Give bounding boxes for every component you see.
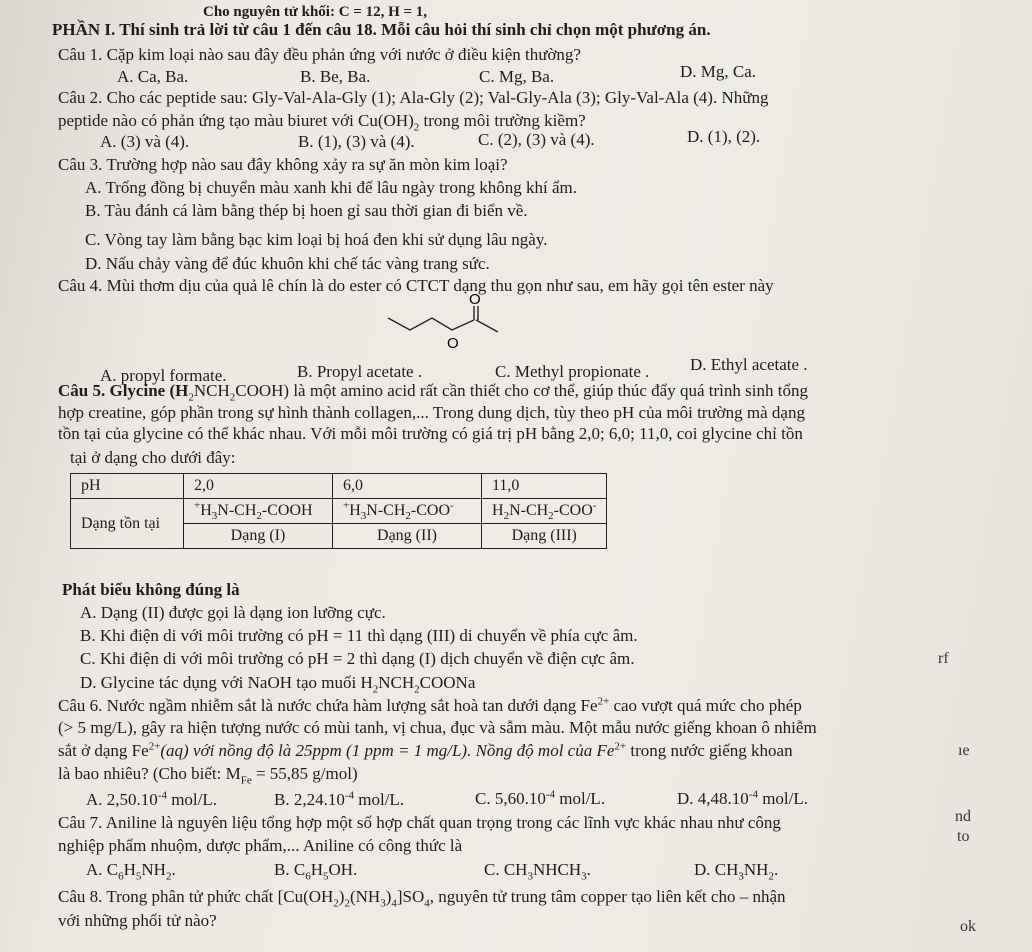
cell-form-3: $H_2N-CH_2-COO^-$ xyxy=(482,499,607,524)
q3-option-c[interactable]: C. Vòng tay làm bằng bạc kim loại bị hoá đen khi sử dụng lâu ngày. xyxy=(85,230,548,249)
question-7-line-2: nghiệp phẩm nhuộm, dược phẩm,... Aniline có công thức là xyxy=(58,836,463,855)
q4-option-c[interactable]: C. Methyl propionate . xyxy=(495,362,650,381)
cell-ph-6: 6,0 xyxy=(333,474,482,499)
q1-option-d[interactable]: D. Mg, Ca. xyxy=(680,62,757,81)
carbonyl-oxygen: O xyxy=(469,291,481,308)
question-5-line-2: hợp creatine, góp phần trong sự hình thành collagen,... Trong dung dịch, tùy theo pH của môi trường mà dạng xyxy=(58,403,805,422)
q1-option-a[interactable]: A. Ca, Ba. xyxy=(117,67,189,86)
q7-option-b[interactable]: B. $C_6H_5OH$. xyxy=(274,860,358,883)
cell-dang-3: Dạng (III) xyxy=(482,524,607,549)
ester-skeleton-bonds xyxy=(388,318,474,330)
table-row-ph xyxy=(71,474,607,499)
q2-option-b[interactable]: B. (1), (3) và (4). xyxy=(298,132,415,151)
q3-option-b[interactable]: B. Tàu đánh cá làm bằng thép bị hoen gỉ sau thời gian đi biển về. xyxy=(85,201,528,220)
q3-option-a[interactable]: A. Trống đồng bị chuyển màu xanh khi để lâu ngày trong không khí ẩm. xyxy=(85,178,578,197)
q5-option-b[interactable]: B. Khi điện di với môi trường có pH = 11 thì dạng (III) di chuyển về phía cực âm. xyxy=(80,626,638,645)
question-6-line-2: (> 5 mg/L), gây ra hiện tượng nước có mùi tanh, vị chua, đục và sẫm màu. Một mẫu nước giếng khoan ô nhiễm xyxy=(58,718,817,737)
cell-ph-2: 2,0 xyxy=(184,474,333,499)
margin-fragment-5: ok xyxy=(960,918,976,935)
question-5-line-3: tồn tại của glycine có thể khác nhau. Với mỗi môi trường có giá trị pH bằng 2,0; 6,0; 11,0, coi glycine chỉ tồn xyxy=(58,424,803,443)
q7-option-c[interactable]: C. $CH_3NHCH_3$. xyxy=(484,860,591,883)
q2-option-a[interactable]: A. (3) và (4). xyxy=(100,132,190,151)
part-title: PHẦN I. Thí sinh trả lời từ câu 1 đến câu 18. Mỗi câu hỏi thí sinh chỉ chọn một phương án. xyxy=(52,20,711,39)
question-6-line-4: là bao nhiêu? (Cho biết: $M_{Fe} = 55,85$ g/mol) xyxy=(58,764,358,787)
q6-option-a[interactable]: A. $2,50.10^{-4}$ mol/L. xyxy=(86,789,218,809)
cell-form-1: $^+H_3N-CH_2$-COOH xyxy=(184,499,333,524)
cell-form-2: $^+H_3N-CH_2-COO^-$ xyxy=(333,499,482,524)
q4-option-a[interactable]: A. propyl formate. xyxy=(100,366,227,385)
question-5-line-1: Câu 5. Glycine $(H_2NCH_2COOH)$ là một amino acid rất cần thiết cho cơ thể, giúp thúc đẩy quá trình sinh tổng xyxy=(58,381,808,404)
cell-ph-11: 11,0 xyxy=(482,474,607,499)
question-2-line-2: peptide nào có phản ứng tạo màu biuret với $Cu(OH)_2$ trong môi trường kiềm? xyxy=(58,111,586,134)
glycine-forms-table xyxy=(70,473,607,549)
ester-structure xyxy=(370,290,530,354)
margin-fragment-1: rf xyxy=(938,650,949,667)
q6-option-d[interactable]: D. $4,48.10^{-4}$ mol/L. xyxy=(677,788,809,808)
q5-option-a[interactable]: A. Dạng (II) được gọi là dạng ion lưỡng cực. xyxy=(80,603,386,622)
q5-option-d[interactable]: D. Glycine tác dụng với NaOH tạo muối $H_2NCH_2COONa$ xyxy=(80,673,476,696)
q2-option-d[interactable]: D. (1), (2). xyxy=(687,127,761,146)
q5-option-c[interactable]: C. Khi điện di với môi trường có pH = 2 thì dạng (I) dịch chuyển về điện cực âm. xyxy=(80,649,635,668)
margin-fragment-4: to xyxy=(957,828,970,845)
question-8-line-2: với những phối tử nào? xyxy=(58,911,217,930)
margin-fragment-3: nd xyxy=(955,808,971,825)
q7-option-a[interactable]: A. $C_6H_5NH_2$. xyxy=(86,860,176,883)
question-1-stem: Câu 1. Cặp kim loại nào sau đây đều phản ứng với nước ở điều kiện thường? xyxy=(58,45,581,64)
q4-option-b[interactable]: B. Propyl acetate . xyxy=(297,362,423,381)
q6-option-c[interactable]: C. $5,60.10^{-4}$ mol/L. xyxy=(475,788,606,808)
question-5-line-4: tại ở dạng cho dưới đây: xyxy=(70,448,236,467)
cell-dang-2: Dạng (II) xyxy=(333,524,482,549)
q2-option-c[interactable]: C. (2), (3) và (4). xyxy=(478,130,595,149)
margin-fragment-2: ıe xyxy=(958,742,970,759)
question-4-stem: Câu 4. Mùi thơm dịu của quả lê chín là do ester có CTCT dạng thu gọn như sau, em hãy gọi tên ester này xyxy=(58,276,774,295)
q4-option-d[interactable]: D. Ethyl acetate . xyxy=(690,355,808,374)
ether-oxygen: O xyxy=(447,335,459,352)
q5-prompt: Phát biểu không đúng là xyxy=(62,580,240,599)
q7-option-d[interactable]: D. $CH_3NH_2$. xyxy=(694,860,779,883)
question-7-line-1: Câu 7. Aniline là nguyên liệu tổng hợp một số hợp chất quan trọng trong các lĩnh vực khác nhau như công xyxy=(58,813,781,832)
q6-option-b[interactable]: B. $2,24.10^{-4}$ mol/L. xyxy=(274,789,405,809)
question-3-stem: Câu 3. Trường hợp nào sau đây không xảy ra sự ăn mòn kim loại? xyxy=(58,155,508,174)
cell-ph-label: pH xyxy=(71,474,184,499)
q1-option-b[interactable]: B. Be, Ba. xyxy=(300,67,371,86)
question-6-line-1: Câu 6. Nước ngầm nhiễm sắt là nước chứa hàm lượng sắt hoà tan dưới dạng $Fe^{2+}$ cao vượt quá mức cho phép xyxy=(58,695,802,715)
header-atomic-masses: Cho nguyên tử khối: C = 12, H = 1, xyxy=(203,4,428,20)
q1-option-c[interactable]: C. Mg, Ba. xyxy=(479,67,555,86)
methyl-bond xyxy=(476,320,498,332)
cell-form-label: Dạng tồn tại xyxy=(71,499,184,549)
question-6-line-3: sắt ở dạng $Fe^{2+}(aq)$ với nồng độ là 25ppm (1 ppm = 1 mg/L). Nồng độ mol của $Fe^{2+}$ trong nước giếng khoan xyxy=(58,740,793,760)
table-row-forms xyxy=(71,499,607,524)
cell-dang-1: Dạng (I) xyxy=(184,524,333,549)
q3-option-d[interactable]: D. Nấu chảy vàng để đúc khuôn khi chế tác vàng trang sức. xyxy=(85,254,490,273)
question-8-line-1: Câu 8. Trong phân tử phức chất $[Cu(OH_2)_2(NH_3)_4]SO_4$, nguyên tử trung tâm copper tạo liên kết cho – nhận xyxy=(58,887,786,910)
question-2-line-1: Câu 2. Cho các peptide sau: Gly-Val-Ala-Gly (1); Ala-Gly (2); Val-Gly-Ala (3); Gly-Val-Ala (4). Những xyxy=(58,88,769,107)
